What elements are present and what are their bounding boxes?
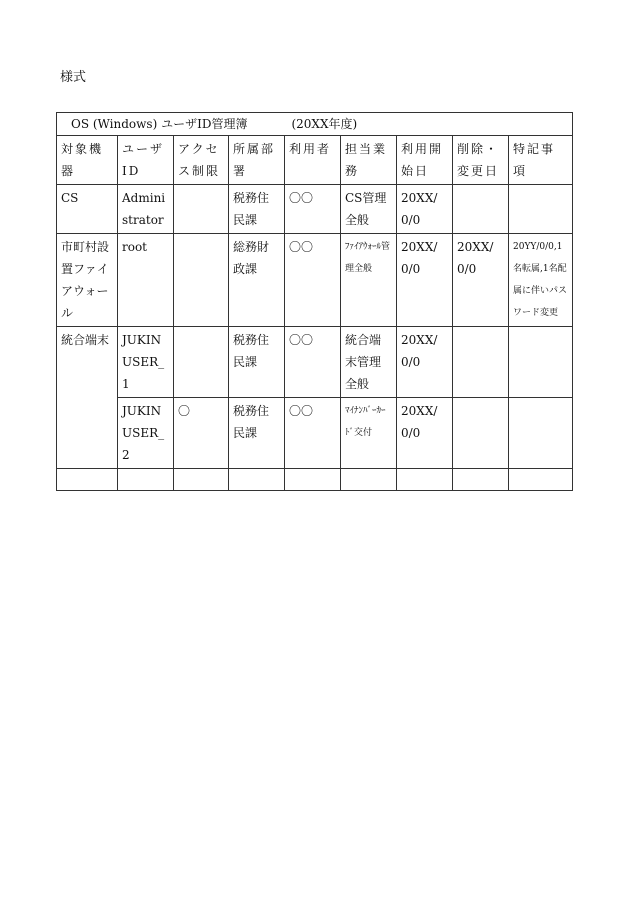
cell-access bbox=[174, 234, 229, 327]
cell-changed bbox=[453, 185, 509, 234]
cell-notes: 20YY/0/0,1名転属,1名配属に伴いパスワード変更 bbox=[509, 234, 573, 327]
cell-user: 〇〇 bbox=[285, 185, 341, 234]
col-notes: 特記事項 bbox=[509, 136, 573, 185]
cell-start: 20XX/0/0 bbox=[397, 185, 453, 234]
cell-notes bbox=[509, 185, 573, 234]
table-row bbox=[57, 234, 573, 327]
header-row bbox=[57, 136, 573, 185]
title-row bbox=[57, 113, 573, 136]
cell-target: 統合端末 bbox=[57, 327, 118, 469]
cell-duty: ﾌｧｲｱｳｫｰﾙ管理全般 bbox=[341, 234, 397, 327]
empty-cell bbox=[118, 469, 174, 491]
col-department: 所属部署 bbox=[229, 136, 285, 185]
title-main: OS (Windows) ユーザID管理簿 bbox=[71, 117, 248, 131]
empty-cell bbox=[229, 469, 285, 491]
col-start-date: 利用開始日 bbox=[397, 136, 453, 185]
table-row bbox=[57, 327, 573, 398]
cell-start: 20XX/0/0 bbox=[397, 327, 453, 398]
col-user-id: ユーザID bbox=[118, 136, 174, 185]
cell-department: 税務住民課 bbox=[229, 185, 285, 234]
cell-changed: 20XX/0/0 bbox=[453, 234, 509, 327]
empty-cell bbox=[57, 469, 118, 491]
cell-user-id: JUKINUSER_1 bbox=[118, 327, 174, 398]
cell-department: 税務住民課 bbox=[229, 327, 285, 398]
cell-user-id: JUKINUSER_2 bbox=[118, 398, 174, 469]
cell-user-id: root bbox=[118, 234, 174, 327]
empty-row bbox=[57, 469, 573, 491]
cell-duty: 統合端末管理全般 bbox=[341, 327, 397, 398]
cell-access: 〇 bbox=[174, 398, 229, 469]
col-duty: 担当業務 bbox=[341, 136, 397, 185]
cell-notes bbox=[509, 398, 573, 469]
col-user: 利用者 bbox=[285, 136, 341, 185]
empty-cell bbox=[174, 469, 229, 491]
col-changed-date: 削除・変更日 bbox=[453, 136, 509, 185]
col-access-restriction: アクセス制限 bbox=[174, 136, 229, 185]
cell-user: 〇〇 bbox=[285, 234, 341, 327]
title-year: (20XX年度) bbox=[291, 117, 358, 131]
cell-access bbox=[174, 327, 229, 398]
empty-cell bbox=[397, 469, 453, 491]
empty-cell bbox=[453, 469, 509, 491]
cell-duty: ﾏｲﾅﾝﾊﾞｰｶｰﾄﾞ交付 bbox=[341, 398, 397, 469]
empty-cell bbox=[285, 469, 341, 491]
table-row bbox=[57, 398, 573, 469]
cell-changed bbox=[453, 327, 509, 398]
cell-start: 20XX/0/0 bbox=[397, 398, 453, 469]
cell-notes bbox=[509, 327, 573, 398]
cell-duty: CS管理全般 bbox=[341, 185, 397, 234]
empty-cell bbox=[341, 469, 397, 491]
cell-user: 〇〇 bbox=[285, 327, 341, 398]
cell-department: 税務住民課 bbox=[229, 398, 285, 469]
col-target-device: 対象機器 bbox=[57, 136, 118, 185]
cell-target: CS bbox=[57, 185, 118, 234]
table-row bbox=[57, 185, 573, 234]
empty-cell bbox=[509, 469, 573, 491]
cell-changed bbox=[453, 398, 509, 469]
table-title bbox=[57, 113, 573, 136]
form-label: 様式 bbox=[60, 70, 87, 85]
cell-user: 〇〇 bbox=[285, 398, 341, 469]
cell-start: 20XX/0/0 bbox=[397, 234, 453, 327]
cell-target: 市町村設置ファイアウォール bbox=[57, 234, 118, 327]
cell-access bbox=[174, 185, 229, 234]
cell-department: 総務財政課 bbox=[229, 234, 285, 327]
cell-user-id: Administrator bbox=[118, 185, 174, 234]
user-id-register-table bbox=[56, 112, 573, 491]
